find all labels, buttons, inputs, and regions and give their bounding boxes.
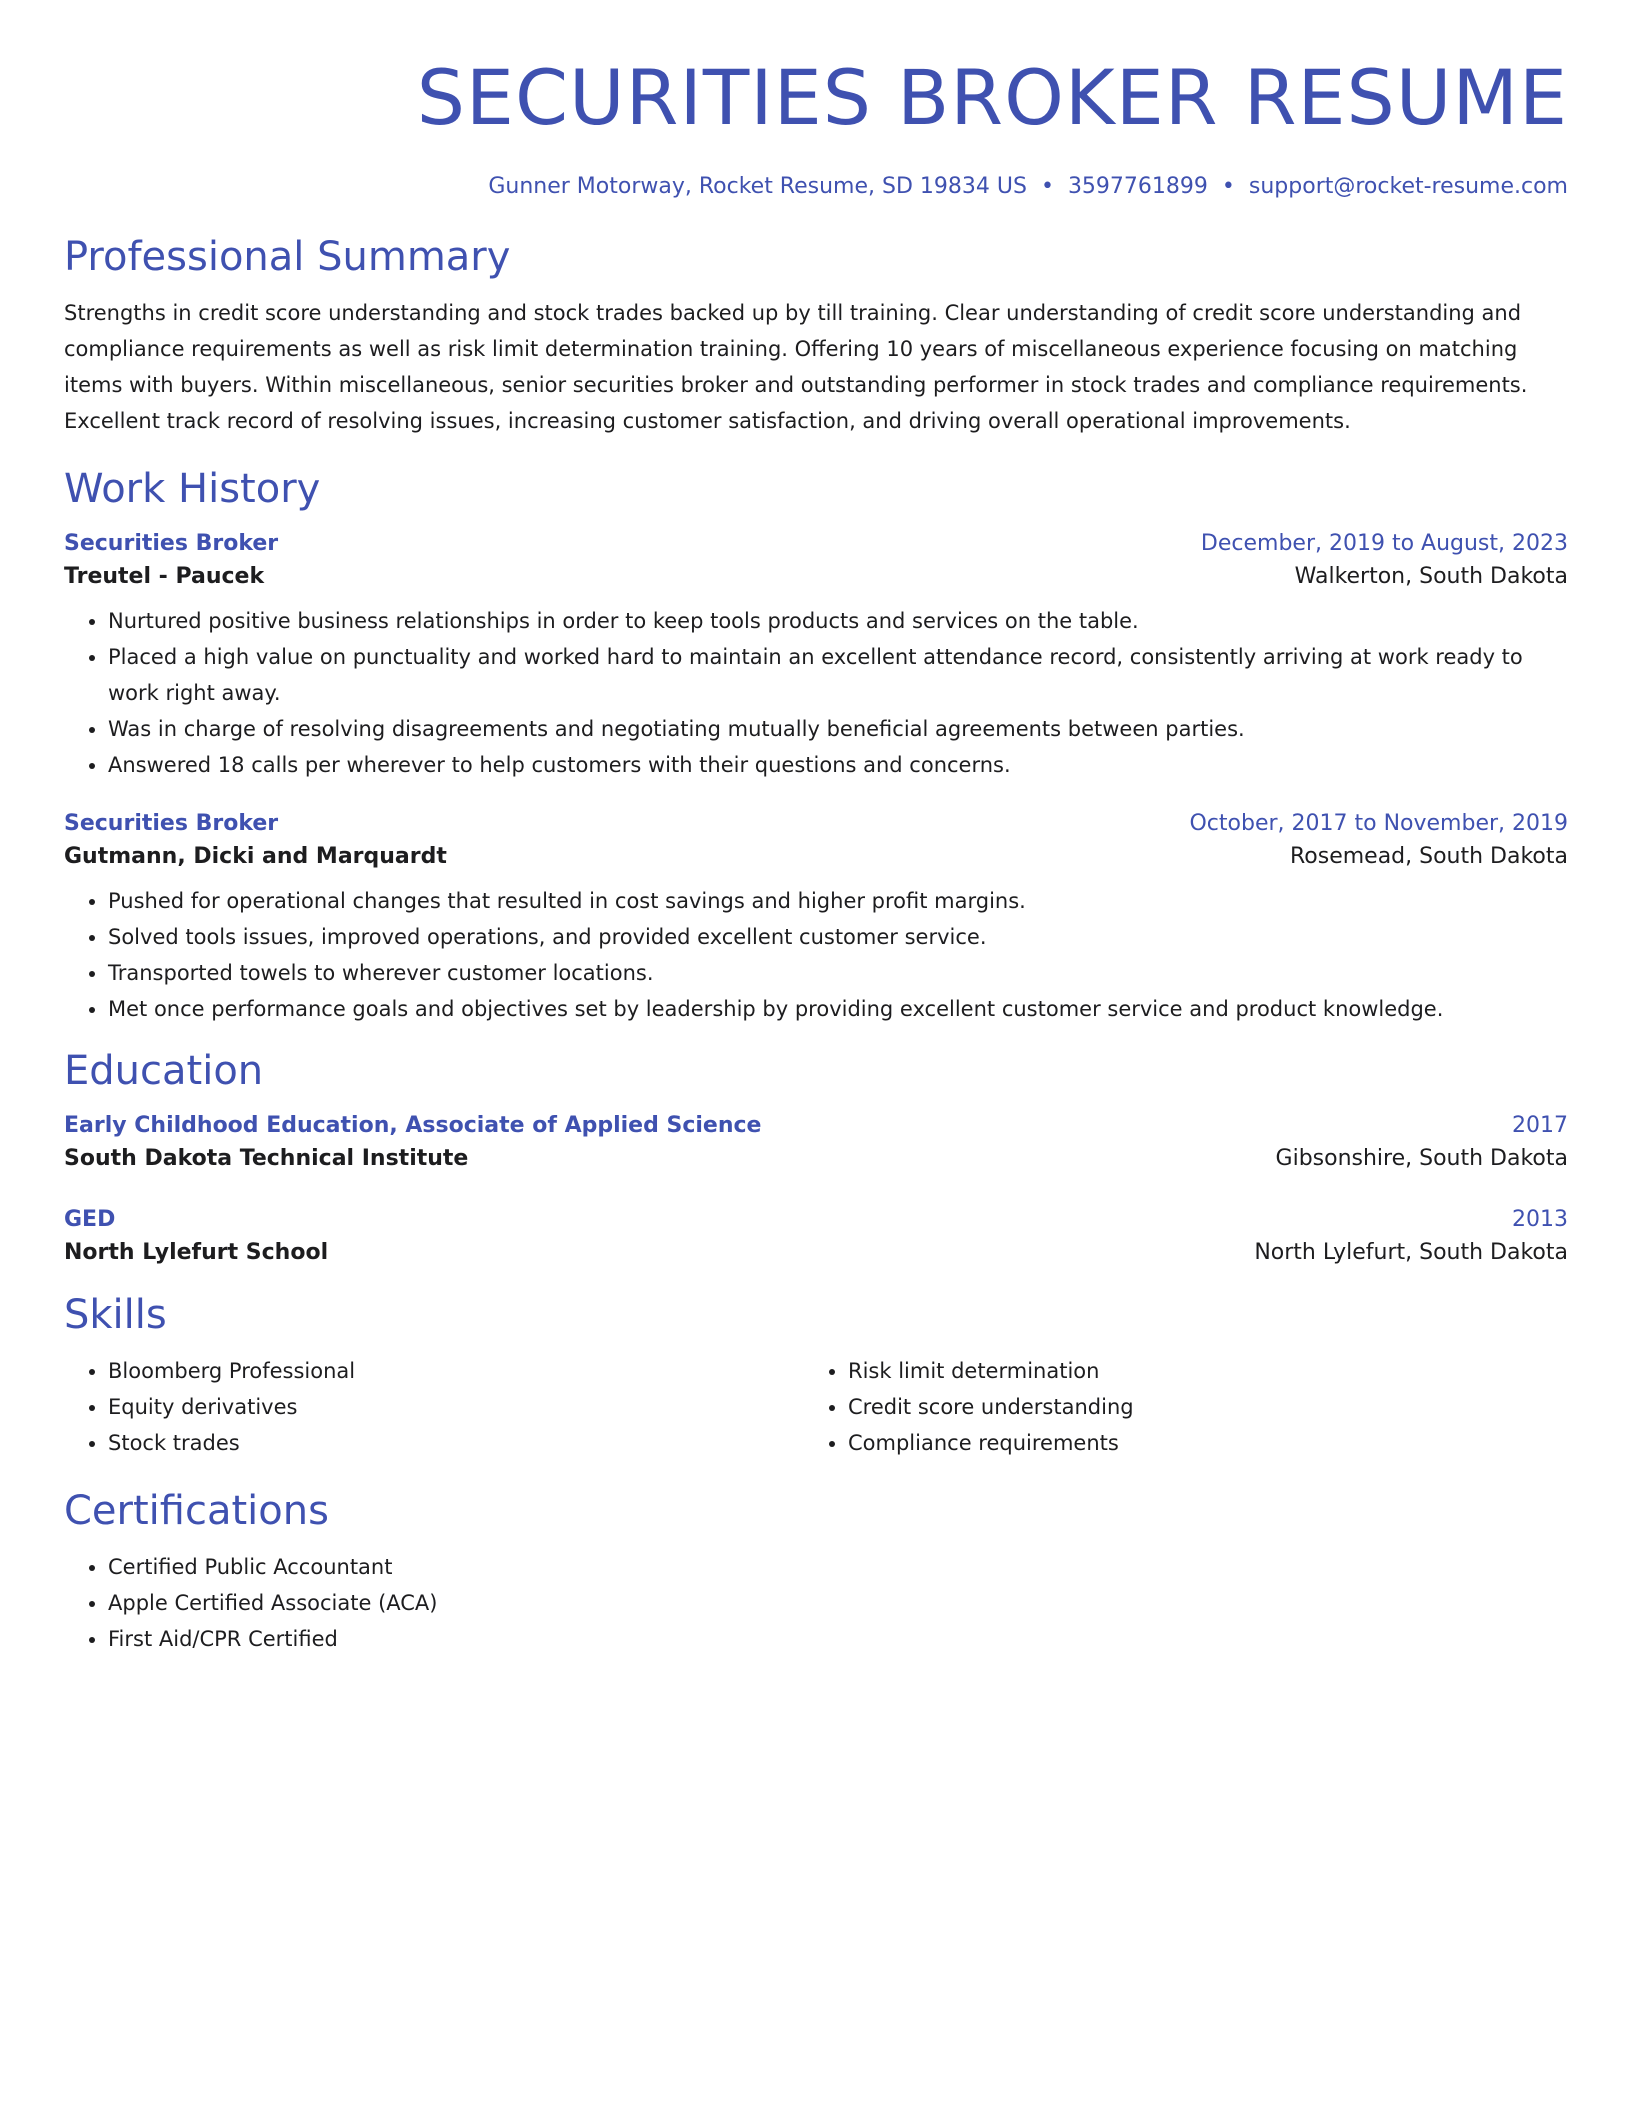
education-school: North Lylefurt School [64,1239,329,1265]
job-header-row [64,811,1568,836]
job-company-row [64,844,1568,869]
skills-columns [64,1353,1568,1461]
skill-item: • Credit score understanding [848,1389,1544,1425]
job-company: Treutel - Paucek [64,563,265,589]
contact-separator: • [1040,173,1054,199]
skill-item: • Equity derivatives [108,1389,804,1425]
skills-list-right [804,1353,1544,1461]
skills-column-left [64,1353,804,1461]
skill-item: • Stock trades [108,1425,804,1461]
skills-section [64,1291,1568,1461]
education-entry [64,1113,1568,1171]
resume-title: SECURITIES BROKER RESUME [416,53,1568,142]
skill-item: • Compliance requirements [848,1425,1544,1461]
skill-item: • Risk limit determination [848,1353,1544,1389]
job-bullet: • Pushed for operational changes that resulted in cost savings and higher profit margins. [108,883,1568,919]
job-header-row [64,531,1568,556]
contact-address: Gunner Motorway, Rocket Resume, SD 19834 US [488,173,1027,199]
education-section [64,1047,1568,1265]
certification-item: • First Aid/CPR Certified [108,1621,1568,1657]
resume-header [64,53,1568,199]
job-dates: December, 2019 to August, 2023 [1200,530,1568,556]
education-entry [64,1207,1568,1265]
work-history-section [64,465,1568,1027]
certification-item: • Apple Certified Associate (ACA) [108,1585,1568,1621]
skills-list-left [64,1353,804,1461]
certification-item: • Certified Public Accountant [108,1549,1568,1585]
section-title-certifications: Certifications [64,1487,329,1534]
section-title-education: Education [64,1047,264,1094]
job-bullet: • Transported towels to wherever customer locations. [108,955,1568,991]
skill-item: • Bloomberg Professional [108,1353,804,1389]
job-bullet: • Placed a high value on punctuality and worked hard to maintain an excellent attendance record, consistently arriving at work ready to work right away. [108,639,1568,711]
education-school-row [64,1240,1568,1265]
summary-text: Strengths in credit score understanding and stock trades backed up by till training. Clear understanding of credit score understanding and compliance requirements as well as risk limit determination training. Offering 10 years of miscellaneous experience focusing on matching items with buyers. Within miscellaneous, senior securities broker and outstanding performer in stock trades and compliance requirements. Excellent track record of resolving issues, increasing customer satisfaction, and driving overall operational improvements. [64,300,1528,433]
contact-email: support@rocket-resume.com [1248,173,1568,199]
job-location: Walkerton, South Dakota [1294,563,1568,589]
job-bullet: • Was in charge of resolving disagreements and negotiating mutually beneficial agreements between parties. [108,711,1568,747]
job-bullet: • Answered 18 calls per wherever to help customers with their questions and concerns. [108,747,1568,783]
job-entry [64,531,1568,783]
certifications-section [64,1487,1568,1657]
education-location: Gibsonshire, South Dakota [1275,1145,1568,1171]
skills-column-right [804,1353,1544,1461]
contact-phone: 3597761899 [1067,173,1208,199]
education-year: 2013 [1512,1206,1568,1232]
job-entry [64,811,1568,1027]
job-bullets [64,603,1568,783]
certifications-list [64,1549,1568,1657]
education-header-row [64,1113,1568,1138]
job-title: Securities Broker [64,810,279,836]
job-company: Gutmann, Dicki and Marquardt [64,843,447,869]
job-bullet: • Nurtured positive business relationships in order to keep tools products and services on the table. [108,603,1568,639]
summary-section [64,233,1568,439]
job-bullet: • Solved tools issues, improved operations, and provided excellent customer service. [108,919,1568,955]
education-degree: Early Childhood Education, Associate of Applied Science [64,1112,762,1138]
education-school: South Dakota Technical Institute [64,1145,469,1171]
job-company-row [64,564,1568,589]
contact-line [64,174,1568,199]
job-bullets [64,883,1568,1027]
education-year: 2017 [1512,1112,1568,1138]
job-location: Rosemead, South Dakota [1289,843,1568,869]
education-location: North Lylefurt, South Dakota [1254,1239,1568,1265]
education-header-row [64,1207,1568,1232]
section-title-summary: Professional Summary [64,233,511,280]
education-degree: GED [64,1206,116,1232]
section-title-work-history: Work History [64,465,321,512]
job-bullet: • Met once performance goals and objectives set by leadership by providing excellent customer service and product knowledge. [108,991,1568,1027]
education-school-row [64,1146,1568,1171]
job-title: Securities Broker [64,530,279,556]
contact-separator: • [1221,173,1235,199]
section-title-skills: Skills [64,1291,167,1338]
job-dates: October, 2017 to November, 2019 [1189,810,1568,836]
